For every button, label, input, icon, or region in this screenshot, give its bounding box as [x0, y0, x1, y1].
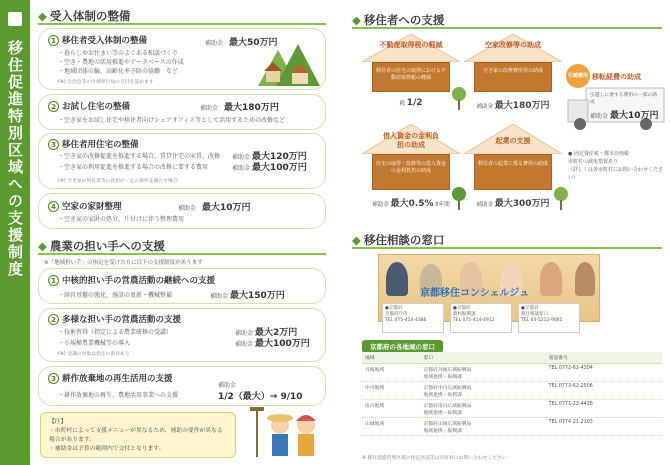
table-row: 山城地域 京都府山城広域振興局 地域連携・振興課 TEL 0774-21-2103	[362, 418, 662, 436]
house-4-text: 移住者の起業に係る費用の助成	[477, 161, 548, 167]
house-1-amount: 税 1/2	[399, 98, 423, 108]
farm-card-2-title: 2 多様な担い手の営農活動の支援	[48, 313, 181, 325]
card-1-line-2: ・空き・農地の活用推進やデータベースの作成	[58, 59, 184, 66]
tax-bullets	[568, 150, 664, 182]
farm-card-3-amount: 補助金 1/2（最大）→ 9/10	[218, 382, 303, 402]
moving-desc: 引越しに要する費用の一部の助成	[590, 93, 658, 105]
contacts-header-office: 窓口	[420, 352, 545, 364]
card-3-amount: 補助金 最大120万円	[232, 152, 307, 162]
section-title-farm: ◆ 農業の担い手への支援	[38, 239, 165, 253]
card-1-amount: 補助金 最大50万円	[205, 38, 278, 48]
tax-bullet-2: 市町村の減免措置あり	[568, 159, 619, 165]
section-title-migrant: ◆ 移住者への支援	[352, 13, 445, 27]
table-row: 中丹地域 京都府中丹広域振興局 地域連携・振興課 TEL 0773-62-2506	[362, 382, 662, 400]
card-4-title: 4 空家の家財整理	[48, 200, 122, 212]
farm-card-1-title: 1 中核的担い手の営農活動の継続への支援	[48, 274, 215, 286]
house-3-label: 借入資金の金利負担の助成	[383, 132, 439, 149]
farm-card-3-title: 3 耕作放棄地の再生活用の支援	[48, 372, 173, 384]
house-2-label: 空家改修等の助成	[485, 41, 541, 49]
note-box	[40, 412, 236, 458]
section-divider	[352, 27, 662, 29]
house-4-label: 起業の支援	[495, 137, 531, 145]
contacts-header-phone: 電話番号	[546, 352, 662, 364]
house-3-text: 住宅の取得・改修等の借入資金の金利負担の助成	[375, 161, 446, 174]
note-title: 【注】	[49, 419, 67, 425]
office-card-1: ●京都府 京都府庁内 TEL 075-414-4386	[382, 303, 444, 333]
person-1	[386, 262, 408, 296]
table-row: 丹後地域 京都府丹後広域振興局 地域連携・振興課 TEL 0772-62-4304	[362, 364, 662, 382]
farm-card-1-line-1: ・経営基盤の強化、施設の更新・機械整備	[58, 292, 173, 299]
house-3-amount: 補助金 最大0.5% 5年間	[372, 199, 450, 209]
contacts-header-region: 地域	[362, 352, 420, 364]
card-2-line-1: ・空き家をお試し住宅や移住者向けシェアオフィス等として活用するための改修など	[58, 117, 286, 124]
card-3-line-1: ・空き家の改修促進を推進する場合、賃貸住宅の家賃、改修	[58, 153, 221, 160]
sidebar-square-icon	[8, 12, 22, 26]
tree-icon	[452, 186, 466, 210]
moving-badge: 引越費用	[566, 64, 590, 88]
card-1-line-1: ・暮らしやお住まい等のよくある相談づくり	[58, 50, 179, 57]
note-line-1: ・市町村によって支援メニューが異なるため、補助の要件が異なる場合があります。	[49, 428, 223, 443]
tax-bullet-3: （詳しくは各市町村にお問い合わせください）	[568, 167, 664, 181]
section-divider	[38, 253, 326, 255]
farmers-illustration	[250, 405, 326, 461]
card-1-line-3: ・地域団体の輪、高齢化率予防の協働 など	[58, 68, 179, 75]
card-3-note: (※) 空き家の所有者等の負担が一定の条件を満たす場合	[58, 179, 178, 184]
house-2-amount: 補助金 最大180万円	[476, 101, 550, 111]
tree-icon	[452, 86, 466, 110]
card-4-line-1: ・空き家の家財の処分、片付けに伴う整理費用	[58, 216, 185, 223]
farm-card-3-line-1: ・耕作放棄地の再生、農地活用事業への支援	[58, 392, 179, 399]
sidebar-title: 移住促進特別区域への支援制度	[6, 40, 24, 278]
section-title-consult: ◆ 移住相談の窓口	[352, 233, 445, 247]
farm-card-2-note: (※) 受講の対象は指定の条件あり	[58, 352, 130, 357]
house-4-amount: 補助金 最大300万円	[476, 199, 550, 209]
moving-amount: 補助金 最大10万円	[590, 111, 659, 121]
card-1-title: 1 移住者受入体制の整備	[48, 34, 147, 46]
farm-card-2-amount: 補助金 最大2万円	[235, 328, 298, 338]
office-card-3: ●京都府 移住相談窓口 TEL 03-5212-9001	[518, 303, 580, 333]
note-line-2: ・補助金は予算の範囲内で交付となります。	[49, 446, 165, 452]
section-divider	[38, 23, 326, 25]
house-1-label: 不動産取得税の軽減	[379, 41, 443, 49]
village-illustration	[258, 40, 320, 86]
house-2-text: 空き家の改修費用等の助成	[482, 68, 543, 74]
farm-card-2-amount-2: 補助金 最大100万円	[235, 339, 310, 349]
tree-icon	[554, 186, 568, 210]
concierge-banner: 京都移住コンシェルジュ	[420, 288, 530, 299]
contacts-footnote: ※ 移住促進特別区域の指定状況等は市町村にお問い合わせください	[362, 456, 507, 461]
contacts-title: 京都府の各地域の窓口	[362, 340, 443, 353]
office-card-2: ●京都府 農村振興課 TEL 075-414-4912	[450, 303, 512, 333]
table-row: 南丹地域 京都府南丹広域振興局 地域連携・振興課 TEL 0771-23-4438	[362, 400, 662, 418]
card-4-amount: 補助金 最大10万円	[178, 203, 251, 213]
farm-card-2-line-2: ・小規模農業機械等の導入	[58, 340, 131, 347]
card-3-line-2: ・空き家の利用促進を推進する場合の改修に要する費用	[58, 164, 209, 171]
card-1-note: (※) 自治会等の区域単位毎の交付を認めます	[58, 80, 154, 85]
tax-bullet-1: ● 固定資産税・都市計画税	[568, 151, 629, 157]
card-2-title: 2 お試し住宅の整備	[48, 100, 130, 112]
section-divider	[352, 247, 662, 249]
moving-title: 移転経費の助成	[592, 73, 641, 81]
person-5	[540, 262, 562, 296]
sidebar	[0, 0, 30, 465]
person-6	[575, 262, 595, 296]
card-3-amount-2: 補助金 最大100万円	[232, 163, 307, 173]
card-3-title: 3 移住者用住宅の整備	[48, 138, 139, 150]
section-title-reception: ◆ 受入体制の整備	[38, 9, 131, 23]
house-1-text: 移住者の住宅の取得における不動産取得税の軽減	[375, 68, 446, 81]
contacts-table	[362, 352, 662, 436]
card-2-amount: 補助金 最大180万円	[200, 103, 279, 113]
farm-subtitle: ※「地域担い手」の指定を受けた方に以下の支援制度があります	[44, 260, 203, 266]
farm-card-2-line-1: ・技術習得（指定による農業研修の受講）	[58, 329, 173, 336]
farm-card-1-amount: 補助金 最大150万円	[210, 291, 285, 301]
